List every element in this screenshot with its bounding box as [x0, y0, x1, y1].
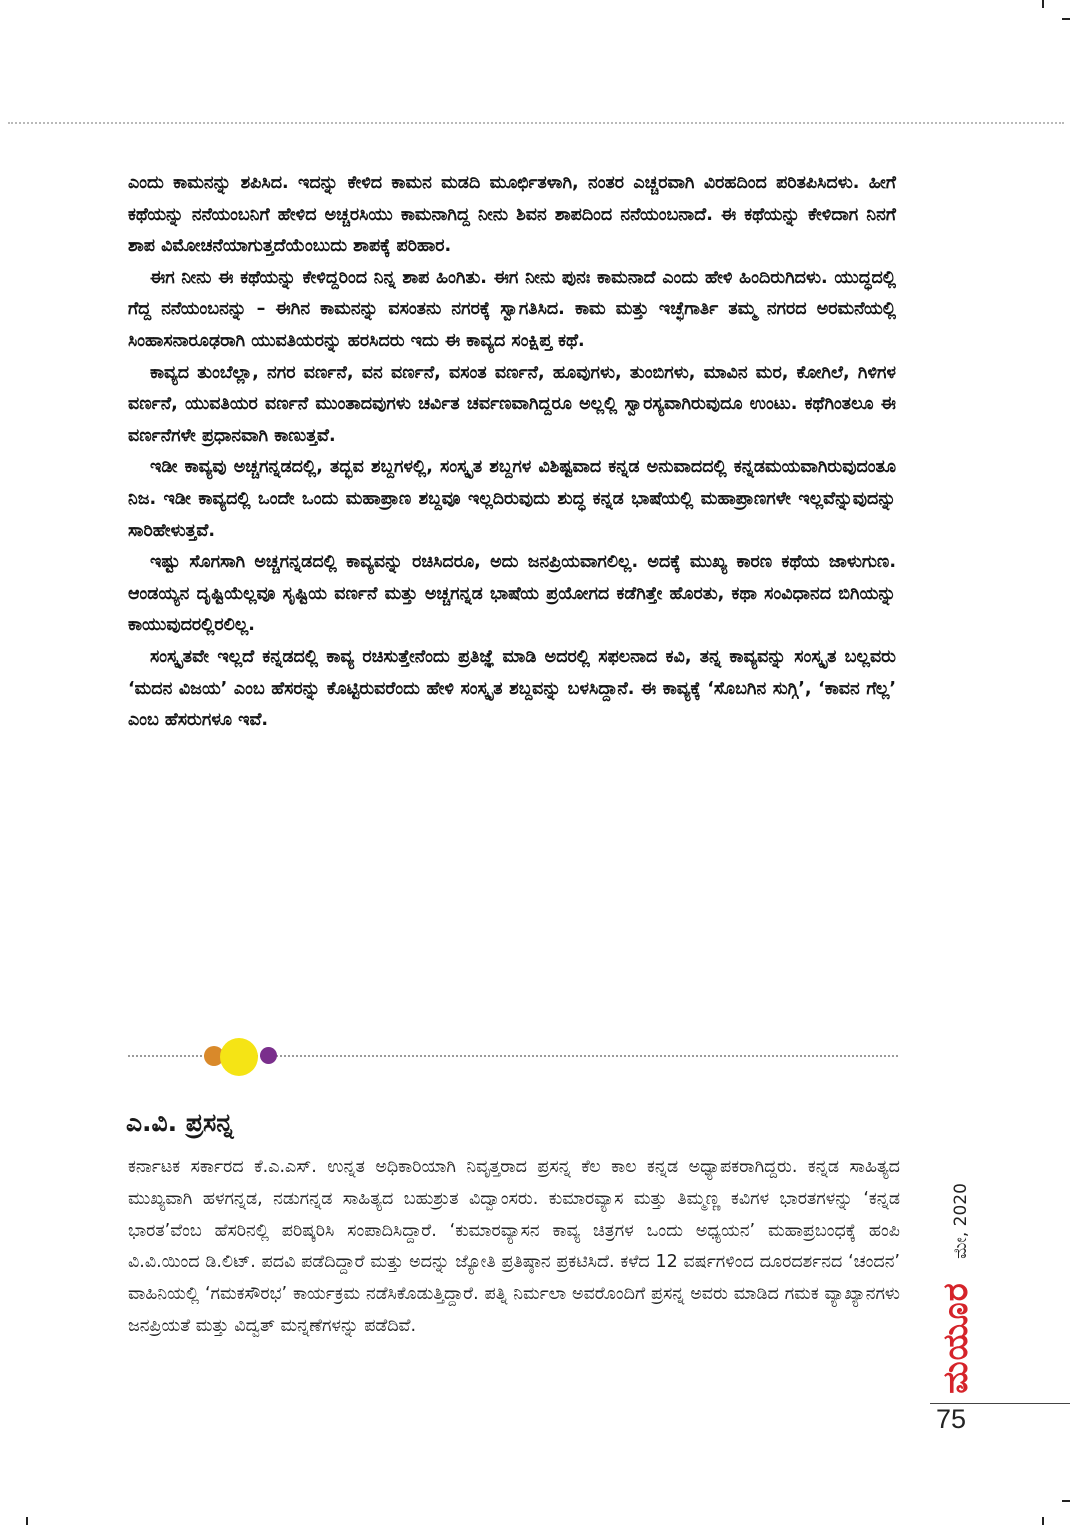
- author-bio-text: ಕರ್ನಾಟಕ ಸರ್ಕಾರದ ಕೆ.ಎ.ಎಸ್. ಉನ್ನತ ಅಧಿಕಾರಿಯಾಗಿ ನಿವೃತ್ತರಾದ ಪ್ರಸನ್ನ ಕೆಲ ಕಾಲ ಕನ್ನಡ ಅಧ್ಯಾಪಕರಾಗಿದ್ದರು. ಕನ್ನಡ ಸಾಹಿತ್ಯದ ಮುಖ್ಯವಾಗಿ ಹಳಗನ್ನಡ, ನಡುಗನ್ನಡ ಸಾಹಿತ್ಯದ ಬಹುಶ್ರುತ ವಿದ್ವಾಂಸರು. ಕುಮಾರವ್ಯಾಸ ಮತ್ತು ತಿಮ್ಮಣ್ಣ ಕವಿಗಳ ಭಾರತಗಳನ್ನು ‘ಕನ್ನಡ ಭಾರತ’ವೆಂಬ ಹೆಸರಿನಲ್ಲಿ ಪರಿಷ್ಕರಿಸಿ ಸಂಪಾದಿಸಿದ್ದಾರೆ. ‘ಕುಮಾರವ್ಯಾಸನ ಕಾವ್ಯ ಚಿತ್ರಗಳ ಒಂದು ಅಧ್ಯಯನ’ ಮಹಾಪ್ರಬಂಧಕ್ಕೆ ಹಂಪಿ ವಿ.ವಿ.ಯಿಂದ ಡಿ.ಲಿಟ್. ಪದವಿ ಪಡೆದಿದ್ದಾರೆ ಮತ್ತು ಅದನ್ನು ಜ್ಯೋತಿ ಪ್ರತಿಷ್ಠಾನ ಪ್ರಕಟಿಸಿದೆ. ಕಳೆದ 12 ವರ್ಷಗಳಿಂದ ದೂರದರ್ಶನದ ‘ಚಂದನ’ ವಾಹಿನಿಯಲ್ಲಿ ‘ಗಮಕಸೌರಭ’ ಕಾರ್ಯಕ್ರಮ ನಡೆಸಿಕೊಡುತ್ತಿದ್ದಾರೆ. ಪತ್ನಿ ನಿರ್ಮಲಾ ಅವರೊಂದಿಗೆ ಪ್ರಸನ್ನ ಅವರು ಮಾಡಿದ ಗಮಕ ವ್ಯಾಖ್ಯಾನಗಳು ಜನಪ್ರಿಯತೆ ಮತ್ತು ವಿದ್ವತ್ ಮನ್ನಣೆಗಳನ್ನು ಪಡೆದಿವೆ.: [128, 1157, 900, 1336]
- essay-paragraph: ಎಂದು ಕಾಮನನ್ನು ಶಪಿಸಿದ. ಇದನ್ನು ಕೇಳಿದ ಕಾಮನ ಮಡದಿ ಮೂರ್ಛಿತಳಾಗಿ, ನಂತರ ಎಚ್ಚರವಾಗಿ ವಿರಹದಿಂದ ಪರಿತಪಿಸಿದಳು. ಹೀಗೆ ಕಥೆಯನ್ನು ನನೆಯಂಬನಿಗೆ ಹೇಳಿದ ಅಚ್ಚರಸಿಯು ಕಾಮನಾಗಿದ್ದ ನೀನು ಶಿವನ ಶಾಪದಿಂದ ನನೆಯಂಬನಾದೆ. ಈ ಕಥೆಯನ್ನು ಕೇಳಿದಾಗ ನಿನಗೆ ಶಾಪ ವಿಮೋಚನೆಯಾಗುತ್ತದೆಯೆಂಬುದು ಶಾಪಕ್ಕೆ ಪರಿಹಾರ.: [128, 173, 896, 257]
- essay-paragraph: ಇಡೀ ಕಾವ್ಯವು ಅಚ್ಚಗನ್ನಡದಲ್ಲಿ, ತದ್ಭವ ಶಬ್ದಗಳಲ್ಲಿ, ಸಂಸ್ಕೃತ ಶಬ್ದಗಳ ವಿಶಿಷ್ಟವಾದ ಕನ್ನಡ ಅನುವಾದದಲ್ಲಿ ಕನ್ನಡಮಯವಾಗಿರುವುದಂತೂ ನಿಜ. ಇಡೀ ಕಾವ್ಯದಲ್ಲಿ ಒಂದೇ ಒಂದು ಮಹಾಪ್ರಾಣ ಶಬ್ದವೂ ಇಲ್ಲದಿರುವುದು ಶುದ್ಧ ಕನ್ನಡ ಭಾಷೆಯಲ್ಲಿ ಮಹಾಪ್ರಾಣಗಳೇ ಇಲ್ಲವೆನ್ನುವುದನ್ನು ಸಾರಿಹೇಳುತ್ತವೆ.: [128, 457, 896, 541]
- essay-paragraph: ಕಾವ್ಯದ ತುಂಬೆಲ್ಲಾ, ನಗರ ವರ್ಣನೆ, ವನ ವರ್ಣನೆ, ವಸಂತ ವರ್ಣನೆ, ಹೂವುಗಳು, ತುಂಬಿಗಳು, ಮಾವಿನ ಮರ, ಕೋಗಿಲೆ, ಗಿಳಿಗಳ ವರ್ಣನೆ, ಯುವತಿಯರ ವರ್ಣನೆ ಮುಂತಾದವುಗಳು ಚರ್ವಿತ ಚರ್ವಣವಾಗಿದ್ದರೂ ಅಲ್ಲಲ್ಲಿ ಸ್ವಾರಸ್ಯವಾಗಿರುವುದೂ ಉಂಟು. ಕಥೆಗಿಂತಲೂ ಈ ವರ್ಣನೆಗಳೇ ಪ್ರಧಾನವಾಗಿ ಕಾಣುತ್ತವೆ.: [128, 362, 896, 446]
- magazine-logo: ಮಯೂರ: [936, 1282, 976, 1394]
- magazine-sidebar: [932, 1120, 978, 1400]
- crop-mark: [26, 1517, 28, 1525]
- page-number: 75: [936, 1404, 967, 1434]
- author-bio: [128, 1152, 900, 1343]
- crop-mark: [1042, 0, 1044, 8]
- crop-mark: [1062, 1500, 1070, 1502]
- yellow-dot-ornament: [220, 1038, 258, 1076]
- author-name: ಎ.ವಿ. ಪ್ರಸನ್ನ: [126, 1108, 234, 1137]
- essay-paragraph: ಇಷ್ಟು ಸೊಗಸಾಗಿ ಅಚ್ಚಗನ್ನಡದಲ್ಲಿ ಕಾವ್ಯವನ್ನು ರಚಿಸಿದರೂ, ಅದು ಜನಪ್ರಿಯವಾಗಲಿಲ್ಲ. ಅದಕ್ಕೆ ಮುಖ್ಯ ಕಾರಣ ಕಥೆಯ ಜಾಳುಗುಣ. ಆಂಡಯ್ಯನ ದೃಷ್ಟಿಯೆಲ್ಲವೂ ಸೃಷ್ಟಿಯ ವರ್ಣನೆ ಮತ್ತು ಅಚ್ಚಗನ್ನಡ ಭಾಷೆಯ ಪ್ರಯೋಗದ ಕಡೆಗಿತ್ತೇ ಹೊರತು, ಕಥಾ ಸಂವಿಧಾನದ ಬಿಗಿಯನ್ನು ಕಾಯುವುದರಲ್ಲಿರಲಿಲ್ಲ.: [128, 552, 896, 636]
- crop-mark: [1042, 1517, 1044, 1525]
- purple-dot-ornament: [260, 1047, 277, 1064]
- essay-paragraph: ಸಂಸ್ಕೃತವೇ ಇಲ್ಲದೆ ಕನ್ನಡದಲ್ಲಿ ಕಾವ್ಯ ರಚಿಸುತ್ತೇನೆಂದು ಪ್ರತಿಜ್ಞೆ ಮಾಡಿ ಅದರಲ್ಲಿ ಸಫಲನಾದ ಕವಿ, ತನ್ನ ಕಾವ್ಯವನ್ನು ಸಂಸ್ಕೃತ ಬಲ್ಲವರು ‘ಮದನ ವಿಜಯ’ ಎಂಬ ಹೆಸರನ್ನು ಕೊಟ್ಟಿರುವರೆಂದು ಹೇಳಿ ಸಂಸ್ಕೃತ ಶಬ್ದವನ್ನು ಬಳಸಿದ್ದಾನೆ. ಈ ಕಾವ್ಯಕ್ಕೆ ‘ಸೊಬಗಿನ ಸುಗ್ಗಿ’, ‘ಕಾವನ ಗೆಲ್ಲ’ ಎಂಬ ಹೆಸರುಗಳೂ ಇವೆ.: [128, 646, 896, 731]
- issue-date: ಮೇ, 2020: [951, 1183, 971, 1259]
- essay-paragraph: ಈಗ ನೀನು ಈ ಕಥೆಯನ್ನು ಕೇಳಿದ್ದರಿಂದ ನಿನ್ನ ಶಾಪ ಹಿಂಗಿತು. ಈಗ ನೀನು ಪುನಃ ಕಾಮನಾದೆ ಎಂದು ಹೇಳಿ ಹಿಂದಿರುಗಿದಳು. ಯುದ್ಧದಲ್ಲಿ ಗೆದ್ದ ನನೆಯಂಬನನ್ನು – ಈಗಿನ ಕಾಮನನ್ನು ವಸಂತನು ನಗರಕ್ಕೆ ಸ್ವಾಗತಿಸಿದ. ಕಾಮ ಮತ್ತು ಇಚ್ಛೆಗಾರ್ತಿ ತಮ್ಮ ನಗರದ ಅರಮನೆಯಲ್ಲಿ ಸಿಂಹಾಸನಾರೂಢರಾಗಿ ಯುವತಿಯರನ್ನು ಹರಸಿದರು ಇದು ಈ ಕಾವ್ಯದ ಸಂಕ್ಷಿಪ್ತ ಕಥೆ.: [128, 267, 896, 351]
- top-dotted-rule: [8, 122, 1064, 124]
- section-divider: [128, 1038, 898, 1074]
- essay-body: [128, 168, 896, 737]
- crop-mark: [1062, 18, 1070, 20]
